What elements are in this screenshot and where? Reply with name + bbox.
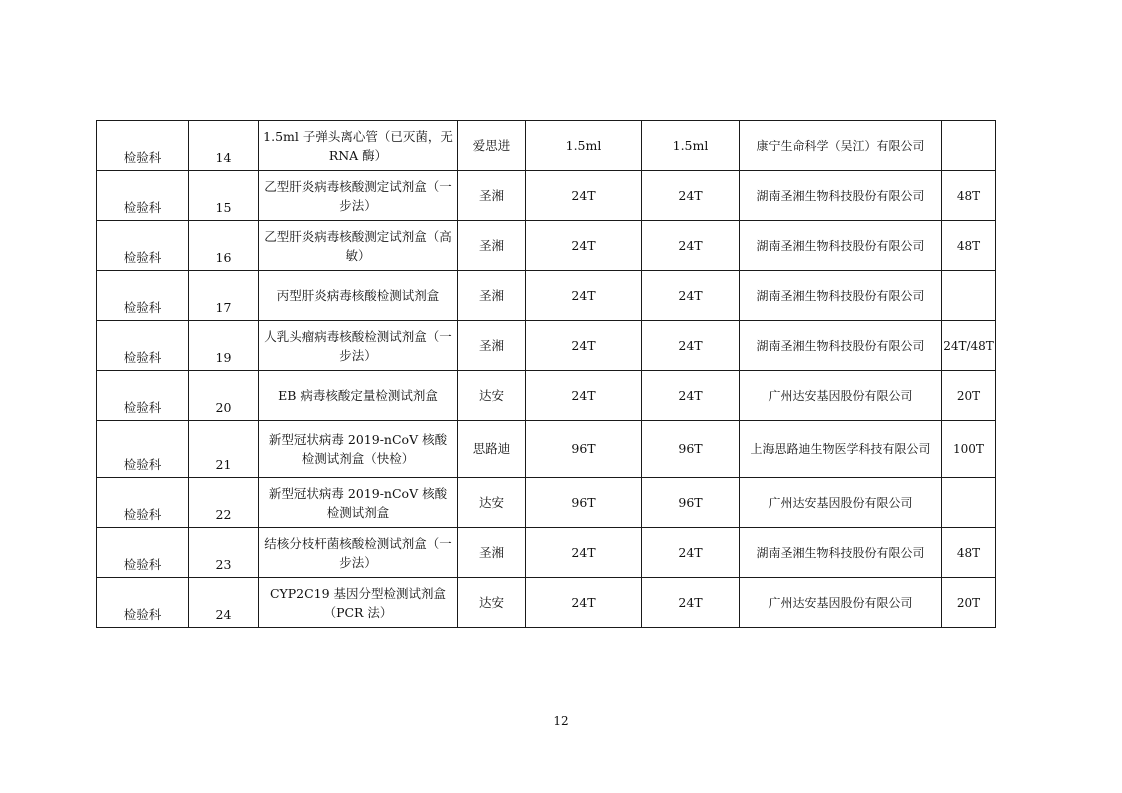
table-row bbox=[97, 371, 996, 421]
product-name-cell: EB 病毒核酸定量检测试剂盒 bbox=[259, 371, 458, 421]
spec-cell: 24T bbox=[642, 528, 740, 578]
item-number-cell: 19 bbox=[189, 321, 259, 371]
item-number-cell: 17 bbox=[189, 271, 259, 321]
supplier-cell: 上海思路迪生物医学科技有限公司 bbox=[740, 421, 942, 478]
supplier-cell: 湖南圣湘生物科技股份有限公司 bbox=[740, 171, 942, 221]
spec-cell: 24T bbox=[526, 171, 642, 221]
brand-cell: 思路迪 bbox=[458, 421, 526, 478]
department-cell: 检验科 bbox=[97, 221, 189, 271]
spec-cell: 1.5ml bbox=[526, 121, 642, 171]
brand-cell: 圣湘 bbox=[458, 171, 526, 221]
department-cell: 检验科 bbox=[97, 528, 189, 578]
table-row bbox=[97, 478, 996, 528]
table-row bbox=[97, 171, 996, 221]
brand-cell: 达安 bbox=[458, 578, 526, 628]
spec-cell: 24T bbox=[642, 321, 740, 371]
table-row bbox=[97, 578, 996, 628]
supplier-cell: 湖南圣湘生物科技股份有限公司 bbox=[740, 321, 942, 371]
table-row bbox=[97, 221, 996, 271]
brand-cell: 圣湘 bbox=[458, 528, 526, 578]
brand-cell: 达安 bbox=[458, 371, 526, 421]
table-row bbox=[97, 321, 996, 371]
brand-cell: 圣湘 bbox=[458, 321, 526, 371]
extra-spec-cell bbox=[942, 271, 996, 321]
item-number-cell: 15 bbox=[189, 171, 259, 221]
department-cell: 检验科 bbox=[97, 371, 189, 421]
extra-spec-cell: 48T bbox=[942, 171, 996, 221]
brand-cell: 圣湘 bbox=[458, 271, 526, 321]
extra-spec-cell: 100T bbox=[942, 421, 996, 478]
item-number-cell: 16 bbox=[189, 221, 259, 271]
table-row bbox=[97, 528, 996, 578]
extra-spec-cell: 20T bbox=[942, 578, 996, 628]
product-name-cell: 乙型肝炎病毒核酸测定试剂盒（一步法） bbox=[259, 171, 458, 221]
brand-cell: 达安 bbox=[458, 478, 526, 528]
extra-spec-cell: 48T bbox=[942, 221, 996, 271]
spec-cell: 24T bbox=[642, 221, 740, 271]
item-number-cell: 21 bbox=[189, 421, 259, 478]
spec-cell: 24T bbox=[526, 271, 642, 321]
spec-cell: 1.5ml bbox=[642, 121, 740, 171]
item-number-cell: 22 bbox=[189, 478, 259, 528]
department-cell: 检验科 bbox=[97, 271, 189, 321]
supplier-cell: 湖南圣湘生物科技股份有限公司 bbox=[740, 221, 942, 271]
product-name-cell: CYP2C19 基因分型检测试剂盒（PCR 法） bbox=[259, 578, 458, 628]
department-cell: 检验科 bbox=[97, 171, 189, 221]
department-cell: 检验科 bbox=[97, 321, 189, 371]
table-row bbox=[97, 121, 996, 171]
spec-cell: 96T bbox=[642, 478, 740, 528]
spec-cell: 24T bbox=[526, 578, 642, 628]
spec-cell: 96T bbox=[526, 421, 642, 478]
product-name-cell: 乙型肝炎病毒核酸测定试剂盒（高敏） bbox=[259, 221, 458, 271]
product-name-cell: 结核分枝杆菌核酸检测试剂盒（一步法） bbox=[259, 528, 458, 578]
supplier-cell: 广州达安基因股份有限公司 bbox=[740, 371, 942, 421]
supplier-cell: 广州达安基因股份有限公司 bbox=[740, 478, 942, 528]
supplier-cell: 康宁生命科学（吴江）有限公司 bbox=[740, 121, 942, 171]
spec-cell: 24T bbox=[526, 221, 642, 271]
brand-cell: 爱思进 bbox=[458, 121, 526, 171]
product-name-cell: 新型冠状病毒 2019-nCoV 核酸检测试剂盒 bbox=[259, 478, 458, 528]
brand-cell: 圣湘 bbox=[458, 221, 526, 271]
extra-spec-cell bbox=[942, 121, 996, 171]
spec-cell: 24T bbox=[642, 171, 740, 221]
spec-cell: 24T bbox=[642, 271, 740, 321]
product-name-cell: 丙型肝炎病毒核酸检测试剂盒 bbox=[259, 271, 458, 321]
spec-cell: 24T bbox=[526, 528, 642, 578]
extra-spec-cell: 20T bbox=[942, 371, 996, 421]
item-number-cell: 24 bbox=[189, 578, 259, 628]
item-number-cell: 20 bbox=[189, 371, 259, 421]
spec-cell: 96T bbox=[642, 421, 740, 478]
item-number-cell: 23 bbox=[189, 528, 259, 578]
product-name-cell: 人乳头瘤病毒核酸检测试剂盒（一步法） bbox=[259, 321, 458, 371]
table-row bbox=[97, 271, 996, 321]
page-number: 12 bbox=[553, 714, 569, 728]
supplier-cell: 广州达安基因股份有限公司 bbox=[740, 578, 942, 628]
spec-cell: 24T bbox=[526, 321, 642, 371]
item-number-cell: 14 bbox=[189, 121, 259, 171]
supplier-cell: 湖南圣湘生物科技股份有限公司 bbox=[740, 271, 942, 321]
supplier-cell: 湖南圣湘生物科技股份有限公司 bbox=[740, 528, 942, 578]
department-cell: 检验科 bbox=[97, 578, 189, 628]
spec-cell: 24T bbox=[642, 371, 740, 421]
product-name-cell: 新型冠状病毒 2019-nCoV 核酸检测试剂盒（快检） bbox=[259, 421, 458, 478]
extra-spec-cell bbox=[942, 478, 996, 528]
reagent-table bbox=[96, 120, 996, 628]
extra-spec-cell: 48T bbox=[942, 528, 996, 578]
spec-cell: 24T bbox=[526, 371, 642, 421]
table-row bbox=[97, 421, 996, 478]
department-cell: 检验科 bbox=[97, 121, 189, 171]
department-cell: 检验科 bbox=[97, 421, 189, 478]
extra-spec-cell: 24T/48T bbox=[942, 321, 996, 371]
product-name-cell: 1.5ml 子弹头离心管（已灭菌，无 RNA 酶） bbox=[259, 121, 458, 171]
department-cell: 检验科 bbox=[97, 478, 189, 528]
spec-cell: 96T bbox=[526, 478, 642, 528]
spec-cell: 24T bbox=[642, 578, 740, 628]
